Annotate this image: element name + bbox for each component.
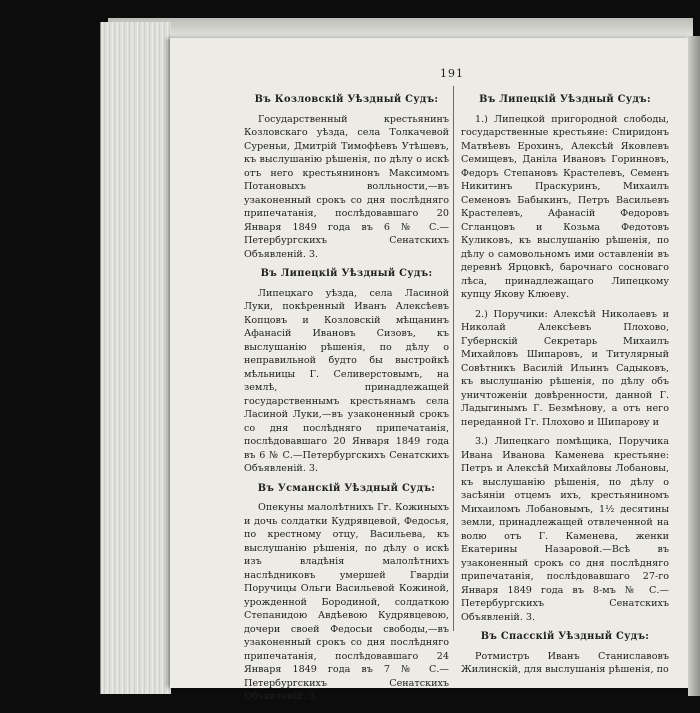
court-heading: Въ Липецкій Уѣздный Судъ: (260, 268, 433, 279)
stacked-page-edges (100, 22, 171, 694)
court-heading: Въ Усманскій Уѣздный Судъ: (257, 482, 436, 494)
notice-paragraph: Государственный крестьянинъ Козловскаго уѣзда, села Толкачевой Суреньи, Дмитрій Тимофѣевъ Утѣшевъ, къ выслушанію рѣшенія, по дѣлу о искѣ отъ него крестьянинонъ Максимомъ Потановыхъ волльности,—въ узаконенный срокъ со дня послѣдняго припечатанія, послѣдовавшаго 20 Января 1849 года въ 6 № С.—Петербургскихъ Сенатскихъ Объявленій. 3. (244, 113, 449, 260)
page-right-edge (688, 36, 700, 696)
notice-paragraph: 3.) Липецкаго помѣщика, Поручика Ивана Иванова Каменева крестьяне: Петръ и Алексѣй Михайловы Лобановы, къ выслушанію рѣшенія, по дѣлу о засѣяніи отцемъ ихъ, крестьяниномъ Михаиломъ Лобановымъ, 1½ десятины земли, принадлежащей отвлеченной на волю отъ Г. Каменева, женки Екатерины Назаровой.—Всѣ въ узаконенный срокъ со дня послѣдняго припечатанія, послѣдовавшаго 27-го Января 1849 года въ 8-мъ № С.—Петербургскихъ Сенатскихъ Объявленій. 3. (461, 436, 669, 623)
notice-paragraph: 1.) Липецкой пригородной слободы, государственные крестьяне: Спиридонъ Матвѣевъ Ерохинъ, Алексѣй Яковлевъ Семищевъ, Даніла Ивановъ Горинновъ, Федоръ Степановъ Крастелевъ, Семенъ Никитинъ Праскуринъ, Михаилъ Семеновъ Бабыкинъ, Петръ Васильевъ Крастелевъ, Афанасій Федоровъ Сгланцовъ и Козьма Федотовъ Куликовъ, къ выслушанію рѣшенія, по дѣлу о самовольномъ ими оставленіи въ деревнѣ Ярцовкѣ, барочнаго сосноваго лѣса, принадлежащаго Липецкому купцу Якову Клюеву. (461, 113, 669, 300)
notice-paragraph: 2.) Поручики: Алексѣй Николаевъ и Николай Алексѣевъ Плохово, Губернскій Секретарь Михаилъ Михайловъ Шипаровъ, и Титулярный Совѣтникъ Василій Ильинъ Садыковъ, къ выслушанію рѣшенія, по дѣлу объ уничтоженіи довѣренности, данной Г. Ладыгинымъ Г. Безмѣнову, а отъ него переданной Гг. Плохово и Шипарову и (461, 308, 669, 428)
court-heading: Въ Липецкій Уѣздный Судъ: (479, 94, 651, 105)
notice-paragraph: Ротмистръ Иванъ Станиславовъ Жилинскій, для выслушанія рѣшенія, по (461, 650, 669, 675)
column-divider (453, 86, 454, 631)
page-top-edges (108, 18, 693, 40)
page-number: 191 (440, 67, 464, 80)
left-column (244, 91, 449, 710)
notice-paragraph: Опекуны малолѣтнихъ Гг. Кожиныхъ и дочь солдатки Кудрявцевой, Федосья, по крестному отцу, Васильева, къ выслушанію рѣшенія, по дѣлу о искѣ изъ владѣнія малолѣтнихъ наслѣдниковъ умершей Гвардіи Поручицы Ольги Васильевой Кожиной, урожденной Бородиной, солдаткою Степанидою Авдѣевою Кудрявцевою, дочери своей Федосьи свободы,—въ узаконенный срокъ со дня послѣдняго припечатанія, послѣдовавшаго 24 Января 1849 года въ 7 № С.—Петербургскихъ Сенатскихъ Объявленій. 3. (244, 502, 449, 702)
notice-paragraph: Липецкаго уѣзда, села Ласиной Луки, покѣренный Иванъ Алексѣевъ Копцовъ и Козловскій мѣщанинъ Афанасій Ивановъ Сизовъ, къ выслушанію рѣшенія, по дѣлу о неправильной будто бы выстройкѣ мѣльницы Г. Селиверстовымъ, на землѣ, принадлежащей государственнымъ крестьянамъ села Ласиной Луки,—въ узаконенный срокъ со дня послѣдняго припечатанія, послѣдовавшаго 20 Января 1849 года въ 6 № С.—Петербургскихъ Сенатскихъ Объявленій. 3. (244, 287, 449, 474)
court-heading: Въ Спасскій Уѣздный Судъ: (480, 631, 650, 642)
court-heading: Въ Козловскій Уѣздный Судъ: (254, 94, 439, 105)
right-column (461, 91, 669, 683)
